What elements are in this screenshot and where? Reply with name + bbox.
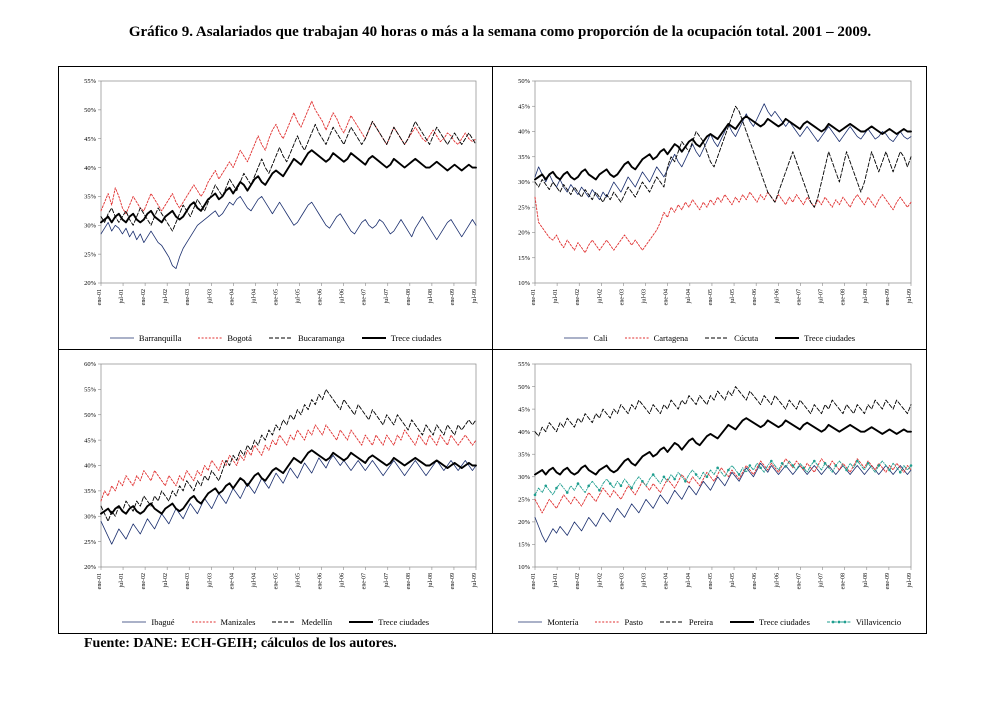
legend-label: Cúcuta: [734, 333, 759, 343]
svg-text:jul-06: jul-06: [339, 573, 346, 588]
legend-swatch: [517, 618, 543, 626]
legend-label: Cali: [593, 333, 608, 343]
svg-text:jul-08: jul-08: [862, 573, 869, 588]
legend-3: [59, 617, 492, 627]
plot-area-4: [493, 350, 927, 633]
chart-panel-4: [493, 350, 927, 633]
svg-text:jul-04: jul-04: [685, 289, 692, 304]
svg-text:30%: 30%: [517, 473, 530, 481]
svg-text:ene-04: ene-04: [229, 573, 236, 590]
svg-text:ene-05: ene-05: [273, 573, 280, 590]
legend-label: Bucaramanga: [297, 333, 345, 343]
svg-text:jul-03: jul-03: [207, 573, 214, 588]
svg-text:jul-03: jul-03: [641, 289, 648, 304]
svg-text:jul-02: jul-02: [596, 573, 603, 588]
svg-text:ene-05: ene-05: [707, 573, 714, 590]
svg-text:55%: 55%: [517, 361, 530, 369]
svg-text:ene-06: ene-06: [317, 573, 324, 590]
svg-text:ene-09: ene-09: [884, 573, 891, 590]
legend-item-bogot-: [197, 333, 252, 343]
legend-2: [493, 333, 927, 343]
svg-text:jul-01: jul-01: [119, 573, 126, 588]
legend-item-bucaramanga: [268, 333, 345, 343]
page-title: Gráfico 9. Asalariados que trabajan 40 horas o más a la semana como proporción de la ocupación total. 2001 – 2009.: [128, 24, 872, 40]
svg-text:ene-05: ene-05: [707, 289, 714, 306]
svg-text:ene-02: ene-02: [574, 573, 581, 590]
source-note: Fuente: DANE: ECH-GEIH; cálculos de los autores.: [84, 636, 397, 651]
svg-text:ene-04: ene-04: [663, 289, 670, 306]
chart-panel-3: [59, 350, 493, 633]
svg-text:35%: 35%: [84, 488, 96, 496]
svg-text:55%: 55%: [84, 78, 96, 86]
svg-text:45%: 45%: [84, 135, 96, 143]
svg-text:jul-09: jul-09: [906, 289, 913, 304]
svg-text:ene-07: ene-07: [361, 289, 368, 306]
svg-text:jul-07: jul-07: [818, 289, 825, 304]
legend-swatch: [774, 334, 800, 342]
svg-text:jul-02: jul-02: [163, 573, 170, 588]
legend-label: Manizales: [220, 617, 256, 627]
svg-text:40%: 40%: [84, 462, 96, 470]
svg-text:ene-05: ene-05: [273, 289, 280, 306]
legend-swatch: [624, 334, 650, 342]
legend-item-trece-ciudades: [348, 617, 429, 627]
legend-label: Medellín: [301, 617, 333, 627]
svg-text:jul-07: jul-07: [383, 289, 390, 304]
legend-item-villavicencio: [826, 617, 901, 627]
charts-grid: [58, 66, 927, 634]
svg-text:30%: 30%: [517, 179, 530, 187]
svg-text:15%: 15%: [517, 254, 530, 262]
svg-text:ene-06: ene-06: [751, 573, 758, 590]
svg-text:15%: 15%: [517, 541, 530, 549]
legend-item-c-cuta: [704, 333, 758, 343]
legend-label: Cartagena: [653, 333, 689, 343]
legend-label: Pereira: [688, 617, 713, 627]
svg-text:55%: 55%: [84, 386, 96, 394]
svg-text:40%: 40%: [517, 428, 530, 436]
svg-text:jul-07: jul-07: [383, 573, 390, 588]
svg-text:20%: 20%: [517, 229, 530, 237]
svg-text:ene-07: ene-07: [795, 289, 802, 306]
legend-label: Trece ciudades: [758, 617, 810, 627]
svg-text:40%: 40%: [84, 164, 96, 172]
legend-item-cali: [563, 333, 607, 343]
svg-text:ene-09: ene-09: [449, 573, 456, 590]
legend-item-barranquilla: [109, 333, 181, 343]
svg-text:ene-06: ene-06: [317, 289, 324, 306]
svg-text:ene-02: ene-02: [141, 289, 148, 306]
svg-text:20%: 20%: [84, 280, 96, 288]
svg-text:jul-04: jul-04: [251, 289, 258, 304]
svg-text:60%: 60%: [84, 361, 96, 369]
svg-text:jul-03: jul-03: [207, 289, 214, 304]
legend-label: Trece ciudades: [378, 617, 430, 627]
legend-swatch: [197, 334, 223, 342]
svg-text:ene-03: ene-03: [618, 573, 625, 590]
svg-text:ene-08: ene-08: [840, 289, 847, 306]
svg-text:jul-09: jul-09: [472, 573, 478, 588]
svg-text:jul-05: jul-05: [729, 289, 736, 304]
svg-text:ene-09: ene-09: [884, 289, 891, 306]
svg-text:ene-08: ene-08: [405, 289, 412, 306]
legend-swatch: [109, 334, 135, 342]
svg-text:25%: 25%: [517, 204, 530, 212]
svg-text:ene-03: ene-03: [185, 289, 192, 306]
legend-label: Bogotá: [227, 333, 252, 343]
svg-text:45%: 45%: [517, 406, 530, 414]
svg-text:jul-01: jul-01: [552, 289, 559, 304]
svg-text:jul-05: jul-05: [295, 289, 302, 304]
svg-text:50%: 50%: [517, 383, 530, 391]
legend-swatch: [594, 618, 620, 626]
svg-text:50%: 50%: [84, 411, 96, 419]
legend-label: Trece ciudades: [804, 333, 856, 343]
legend-1: [59, 333, 492, 343]
svg-text:jul-08: jul-08: [427, 289, 434, 304]
svg-text:ene-08: ene-08: [840, 573, 847, 590]
legend-item-trece-ciudades: [729, 617, 810, 627]
svg-text:jul-09: jul-09: [906, 573, 913, 588]
svg-text:jul-02: jul-02: [596, 289, 603, 304]
svg-text:ene-03: ene-03: [185, 573, 192, 590]
legend-swatch: [704, 334, 730, 342]
svg-text:25%: 25%: [517, 496, 530, 504]
svg-text:jul-06: jul-06: [773, 289, 780, 304]
legend-swatch: [348, 618, 374, 626]
legend-item-monter-a: [517, 617, 578, 627]
legend-swatch: [271, 618, 297, 626]
legend-label: Ibagué: [151, 617, 175, 627]
svg-text:20%: 20%: [84, 564, 96, 572]
legend-swatch: [729, 618, 755, 626]
svg-text:ene-03: ene-03: [618, 289, 625, 306]
legend-swatch: [826, 618, 852, 626]
legend-label: Pasto: [624, 617, 643, 627]
plot-area-1: [59, 67, 492, 349]
legend-swatch: [191, 618, 217, 626]
legend-label: Barranquilla: [138, 333, 182, 343]
svg-text:ene-04: ene-04: [229, 289, 236, 306]
chart-panel-1: [59, 67, 493, 350]
svg-text:20%: 20%: [517, 519, 530, 527]
plot-area-2: [493, 67, 927, 349]
svg-text:jul-08: jul-08: [427, 573, 434, 588]
svg-text:jul-05: jul-05: [295, 573, 302, 588]
legend-item-pereira: [659, 617, 713, 627]
legend-item-cartagena: [624, 333, 688, 343]
svg-text:35%: 35%: [517, 451, 530, 459]
svg-text:25%: 25%: [84, 251, 96, 259]
svg-text:10%: 10%: [517, 280, 530, 288]
legend-item-manizales: [191, 617, 256, 627]
svg-text:35%: 35%: [84, 193, 96, 201]
svg-text:ene-02: ene-02: [141, 573, 148, 590]
svg-text:jul-02: jul-02: [163, 289, 170, 304]
svg-text:jul-05: jul-05: [729, 573, 736, 588]
svg-text:30%: 30%: [84, 513, 96, 521]
svg-text:jul-09: jul-09: [472, 289, 478, 304]
svg-text:ene-02: ene-02: [574, 289, 581, 306]
svg-text:ene-09: ene-09: [449, 289, 456, 306]
svg-text:ene-07: ene-07: [795, 573, 802, 590]
svg-text:ene-07: ene-07: [361, 573, 368, 590]
legend-item-medell-n: [271, 617, 332, 627]
svg-text:50%: 50%: [84, 107, 96, 115]
legend-label: Trece ciudades: [390, 333, 442, 343]
legend-item-trece-ciudades: [774, 333, 855, 343]
svg-text:35%: 35%: [517, 153, 530, 161]
svg-text:jul-08: jul-08: [862, 289, 869, 304]
svg-text:ene-01: ene-01: [530, 573, 537, 590]
plot-area-3: [59, 350, 492, 633]
svg-text:jul-01: jul-01: [119, 289, 126, 304]
svg-text:jul-04: jul-04: [251, 573, 258, 588]
svg-text:ene-04: ene-04: [663, 573, 670, 590]
svg-text:jul-06: jul-06: [339, 289, 346, 304]
legend-swatch: [563, 334, 589, 342]
svg-text:25%: 25%: [84, 538, 96, 546]
legend-swatch: [121, 618, 147, 626]
legend-swatch: [659, 618, 685, 626]
legend-item-ibagu-: [121, 617, 174, 627]
svg-text:jul-01: jul-01: [552, 573, 559, 588]
svg-text:45%: 45%: [84, 437, 96, 445]
svg-text:ene-01: ene-01: [530, 289, 537, 306]
svg-text:ene-01: ene-01: [97, 573, 103, 590]
legend-item-trece-ciudades: [361, 333, 442, 343]
legend-label: Villavicencio: [855, 617, 902, 627]
legend-item-pasto: [594, 617, 642, 627]
svg-text:10%: 10%: [517, 564, 530, 572]
svg-text:jul-06: jul-06: [773, 573, 780, 588]
svg-text:jul-07: jul-07: [818, 573, 825, 588]
legend-swatch: [361, 334, 387, 342]
svg-text:40%: 40%: [517, 128, 530, 136]
legend-swatch: [268, 334, 294, 342]
svg-text:30%: 30%: [84, 222, 96, 230]
svg-text:jul-03: jul-03: [641, 573, 648, 588]
svg-text:jul-04: jul-04: [685, 573, 692, 588]
chart-panel-2: [493, 67, 927, 350]
svg-text:45%: 45%: [517, 103, 530, 111]
svg-text:ene-06: ene-06: [751, 289, 758, 306]
svg-text:ene-08: ene-08: [405, 573, 412, 590]
legend-4: [493, 617, 927, 627]
svg-text:50%: 50%: [517, 78, 530, 86]
svg-text:ene-01: ene-01: [97, 289, 103, 306]
legend-label: Montería: [547, 617, 579, 627]
